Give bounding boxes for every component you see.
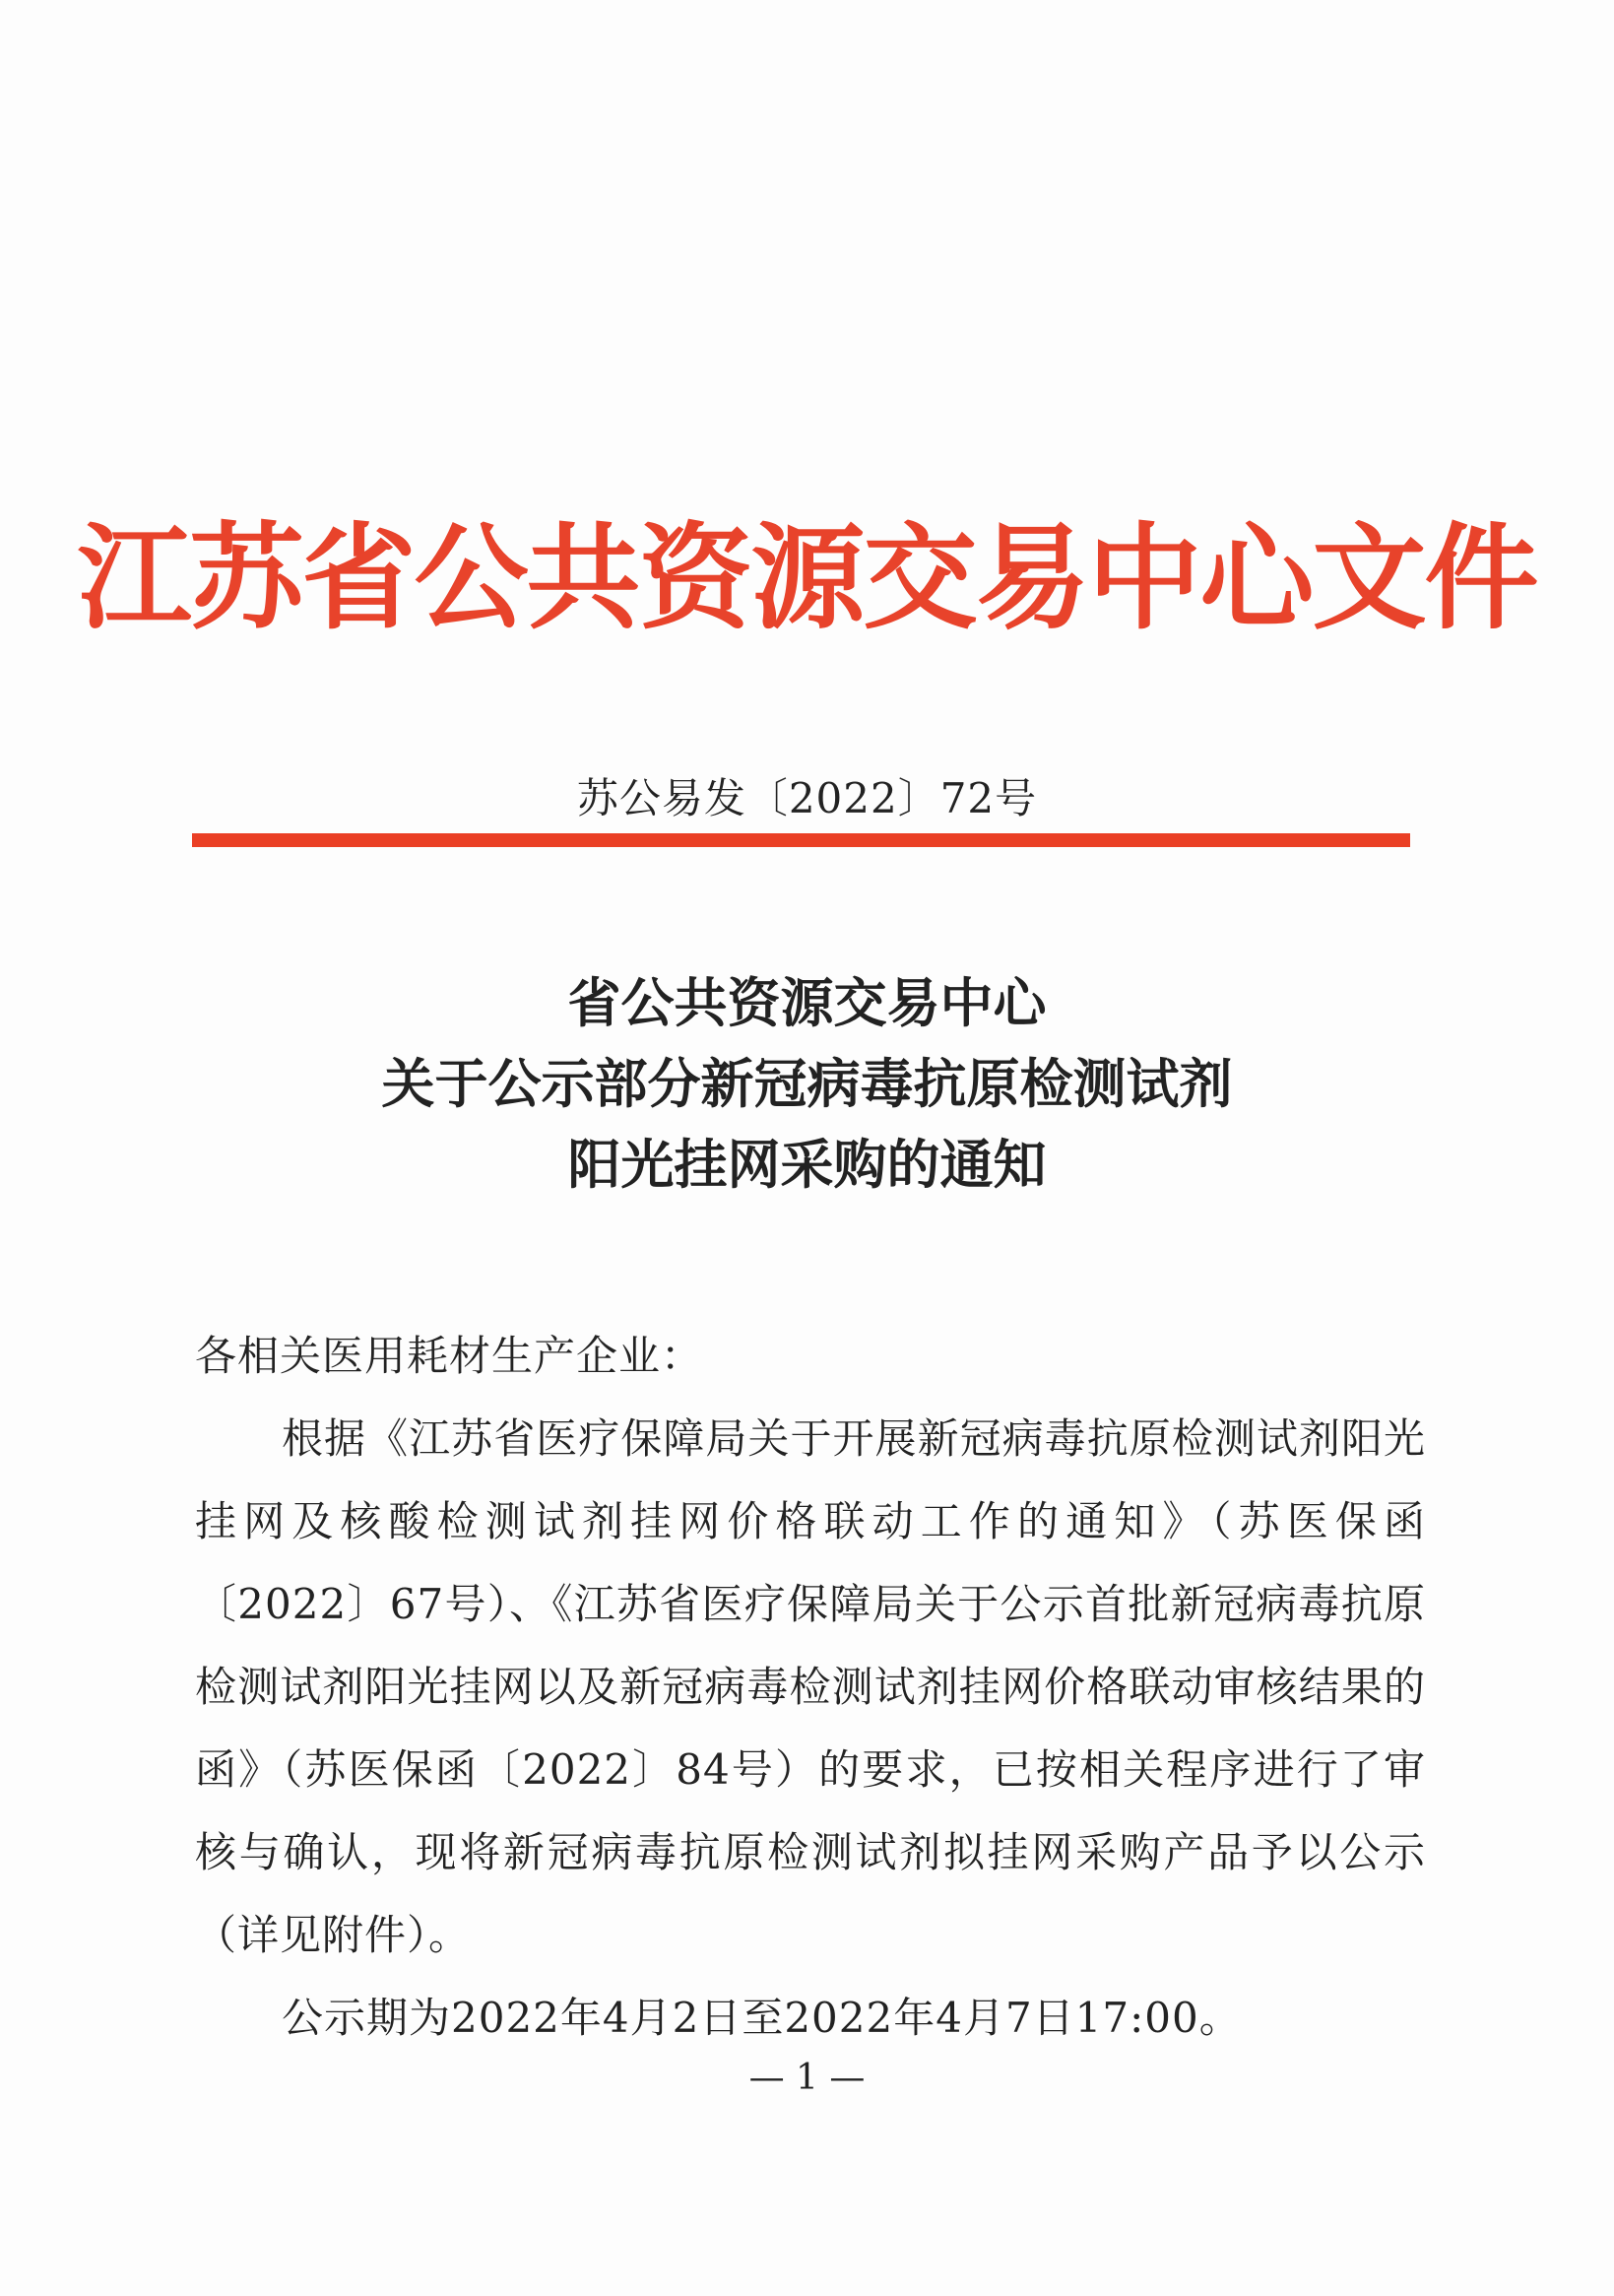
notice-title-line-1: 省公共资源交易中心	[567, 972, 1047, 1034]
salutation: 各相关医用耗材生产企业：	[195, 1332, 704, 1380]
notice-title-line-3: 阳光挂网采购的通知	[567, 1134, 1047, 1196]
notice-body	[195, 1315, 1426, 2060]
notice-title-line-2: 关于公示部分新冠病毒抗原检测试剂	[381, 1053, 1233, 1115]
issuer-header-title: 江苏省公共资源交易中心文件	[77, 512, 1537, 645]
document-number: 苏公易发〔2022〕72号	[576, 774, 1038, 822]
body-paragraph-main: 根据《江苏省医疗保障局关于开展新冠病毒抗原检测试剂阳光挂网及核酸检测试剂挂网价格联动工作的通知》（苏医保函〔2022〕67号）、《江苏省医疗保障局关于公示首批新冠病毒抗原检测试剂阳光挂网以及新冠病毒检测试剂挂网价格联动审核结果的函》（苏医保函〔2022〕84号）的要求，已按相关程序进行了审核与确认，现将新冠病毒抗原检测试剂拟挂网采购产品予以公示（详见附件）。	[195, 1414, 1426, 1959]
body-paragraph-period: 公示期为2022年4月2日至2022年4月7日17:00。	[282, 1994, 1242, 2042]
red-divider-rule	[192, 833, 1410, 847]
notice-title	[0, 963, 1614, 1206]
page-number: — 1 —	[748, 2058, 866, 2098]
